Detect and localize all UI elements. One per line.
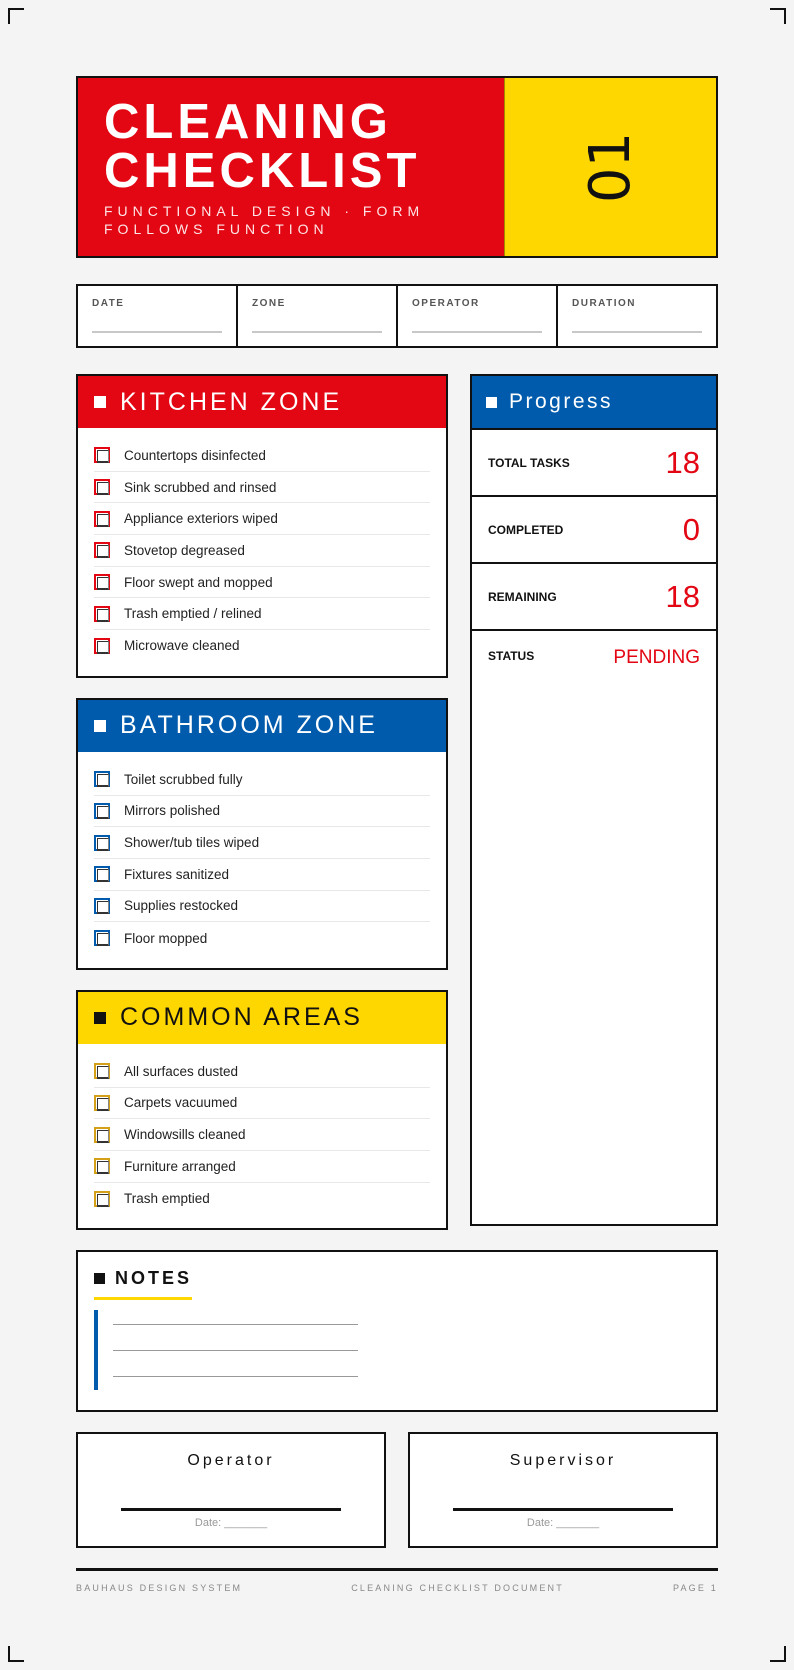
operator-signature-title: Operator xyxy=(187,1452,275,1470)
task-item[interactable] xyxy=(94,796,430,828)
duration-label: DURATION xyxy=(572,298,637,309)
title-line-1: CLEANING xyxy=(104,95,392,149)
main-columns xyxy=(76,374,718,1230)
total-tasks-stat xyxy=(472,428,716,495)
task-label: Microwave cleaned xyxy=(124,638,240,654)
zone-label: ZONE xyxy=(252,298,286,309)
footer-left: BAUHAUS DESIGN SYSTEM xyxy=(76,1583,243,1594)
checkbox[interactable] xyxy=(94,1063,110,1079)
bathroom-zone-header xyxy=(78,700,446,752)
progress-panel xyxy=(470,374,718,1226)
task-item[interactable] xyxy=(94,859,430,891)
supervisor-signature-line[interactable] xyxy=(453,1508,673,1511)
task-item[interactable] xyxy=(94,1183,430,1215)
document-number: 01 xyxy=(577,131,643,203)
crop-mark-bottom-left xyxy=(8,1646,24,1662)
status-badge: PENDING xyxy=(613,647,700,668)
square-icon xyxy=(94,1273,105,1284)
task-item[interactable] xyxy=(94,1119,430,1151)
kitchen-zone-card xyxy=(76,374,448,678)
task-item[interactable] xyxy=(94,440,430,472)
kitchen-zone-title: KITCHEN ZONE xyxy=(120,387,343,416)
task-label: Supplies restocked xyxy=(124,898,239,914)
task-label: Stovetop degreased xyxy=(124,542,245,558)
task-label: Appliance exteriors wiped xyxy=(124,511,278,527)
checkbox[interactable] xyxy=(94,1191,110,1207)
task-item[interactable] xyxy=(94,1151,430,1183)
checkbox[interactable] xyxy=(94,835,110,851)
task-label: Countertops disinfected xyxy=(124,447,266,463)
square-icon xyxy=(94,1012,106,1024)
notes-section xyxy=(76,1250,718,1412)
checkbox[interactable] xyxy=(94,479,110,495)
common-areas-header xyxy=(78,992,446,1044)
checkbox[interactable] xyxy=(94,898,110,914)
total-tasks-label: TOTAL TASKS xyxy=(488,455,570,470)
task-label: Floor mopped xyxy=(124,930,208,946)
header-banner xyxy=(76,76,718,258)
operator-signature-date: Date: _______ xyxy=(194,1517,268,1530)
remaining-value: 18 xyxy=(665,578,700,614)
task-item[interactable] xyxy=(94,1088,430,1120)
supervisor-signature-date: Date: _______ xyxy=(526,1517,600,1530)
date-input-line[interactable] xyxy=(92,331,222,333)
task-item[interactable] xyxy=(94,535,430,567)
square-icon xyxy=(94,396,106,408)
task-label: Floor swept and mopped xyxy=(124,574,273,590)
footer-page: PAGE 1 xyxy=(672,1583,718,1594)
notes-heading xyxy=(94,1268,192,1300)
checkbox[interactable] xyxy=(94,1127,110,1143)
kitchen-zone-header xyxy=(78,376,446,428)
square-icon xyxy=(486,397,497,408)
task-label: Shower/tub tiles wiped xyxy=(124,835,260,851)
progress-header xyxy=(472,376,716,428)
common-task-list xyxy=(78,1044,446,1228)
bathroom-zone-card xyxy=(76,698,448,970)
checkbox[interactable] xyxy=(94,574,110,590)
operator-signature-box xyxy=(76,1432,386,1548)
operator-signature-line[interactable] xyxy=(121,1508,341,1511)
duration-input-line[interactable] xyxy=(572,331,702,333)
total-tasks-value: 18 xyxy=(665,444,700,480)
checkbox[interactable] xyxy=(94,930,110,946)
task-item[interactable] xyxy=(94,630,430,662)
footer-center: CLEANING CHECKLIST DOCUMENT xyxy=(351,1583,564,1594)
checkbox[interactable] xyxy=(94,638,110,654)
header-title-block xyxy=(78,78,504,256)
meta-fields-row xyxy=(76,284,718,348)
task-label: Carpets vacuumed xyxy=(124,1095,238,1111)
date-label: DATE xyxy=(92,298,125,309)
task-label: Furniture arranged xyxy=(124,1158,236,1174)
signature-row xyxy=(76,1432,718,1548)
duration-field[interactable] xyxy=(558,286,716,346)
remaining-stat xyxy=(472,562,716,629)
task-item[interactable] xyxy=(94,503,430,535)
notes-writing-area[interactable] xyxy=(94,1310,700,1390)
bathroom-zone-title: BATHROOM ZONE xyxy=(120,711,378,740)
status-label: STATUS xyxy=(488,649,535,663)
bathroom-task-list xyxy=(78,752,446,968)
task-item[interactable] xyxy=(94,598,430,630)
checkbox[interactable] xyxy=(94,447,110,463)
status-stat xyxy=(472,629,716,669)
zones-column xyxy=(76,374,448,1230)
checkbox[interactable] xyxy=(94,803,110,819)
kitchen-task-list xyxy=(78,428,446,676)
checkbox[interactable] xyxy=(94,1095,110,1111)
task-item[interactable] xyxy=(94,567,430,599)
checkbox[interactable] xyxy=(94,866,110,882)
footer xyxy=(76,1583,718,1593)
zone-field[interactable] xyxy=(238,286,398,346)
title-line-2: CHECKLIST xyxy=(104,144,421,198)
task-label: Toilet scrubbed fully xyxy=(124,771,243,787)
task-label: All surfaces dusted xyxy=(124,1063,239,1079)
task-label: Windowsills cleaned xyxy=(124,1127,246,1143)
task-item[interactable] xyxy=(94,827,430,859)
task-label: Fixtures sanitized xyxy=(124,866,230,882)
checkbox[interactable] xyxy=(94,771,110,787)
completed-value: 0 xyxy=(682,511,700,547)
note-line[interactable] xyxy=(113,1350,358,1351)
task-label: Trash emptied / relined xyxy=(124,606,262,622)
task-label: Trash emptied xyxy=(124,1191,210,1207)
supervisor-signature-box xyxy=(408,1432,718,1548)
crop-mark-bottom-right xyxy=(770,1646,786,1662)
task-item[interactable] xyxy=(94,472,430,504)
checkbox[interactable] xyxy=(94,606,110,622)
task-item[interactable] xyxy=(94,891,430,923)
completed-stat xyxy=(472,495,716,562)
progress-title: Progress xyxy=(509,390,614,413)
common-areas-card xyxy=(76,990,448,1230)
document-page xyxy=(76,76,718,1593)
supervisor-signature-title: Supervisor xyxy=(509,1452,617,1470)
task-item[interactable] xyxy=(94,922,430,954)
remaining-label: REMAINING xyxy=(488,589,557,604)
operator-label: OPERATOR xyxy=(412,298,480,309)
operator-field[interactable] xyxy=(398,286,558,346)
footer-divider xyxy=(76,1568,718,1571)
crop-mark-top-left xyxy=(8,8,24,24)
checkbox[interactable] xyxy=(94,511,110,527)
operator-input-line[interactable] xyxy=(412,331,542,333)
zone-input-line[interactable] xyxy=(252,331,382,333)
crop-mark-top-right xyxy=(770,8,786,24)
task-label: Mirrors polished xyxy=(124,803,221,819)
common-areas-title: COMMON AREAS xyxy=(120,1003,363,1032)
notes-title: NOTES xyxy=(115,1268,193,1289)
header-number-block xyxy=(504,78,716,256)
checkbox[interactable] xyxy=(94,1158,110,1174)
checkbox[interactable] xyxy=(94,542,110,558)
square-icon xyxy=(94,720,106,732)
completed-label: COMPLETED xyxy=(488,522,564,537)
task-label: Sink scrubbed and rinsed xyxy=(124,479,277,495)
task-item[interactable] xyxy=(94,764,430,796)
note-line[interactable] xyxy=(113,1376,358,1377)
subtitle: FUNCTIONAL DESIGN · FORM FOLLOWS FUNCTION xyxy=(104,203,425,237)
date-field[interactable] xyxy=(78,286,238,346)
task-item[interactable] xyxy=(94,1056,430,1088)
note-line[interactable] xyxy=(113,1324,358,1325)
